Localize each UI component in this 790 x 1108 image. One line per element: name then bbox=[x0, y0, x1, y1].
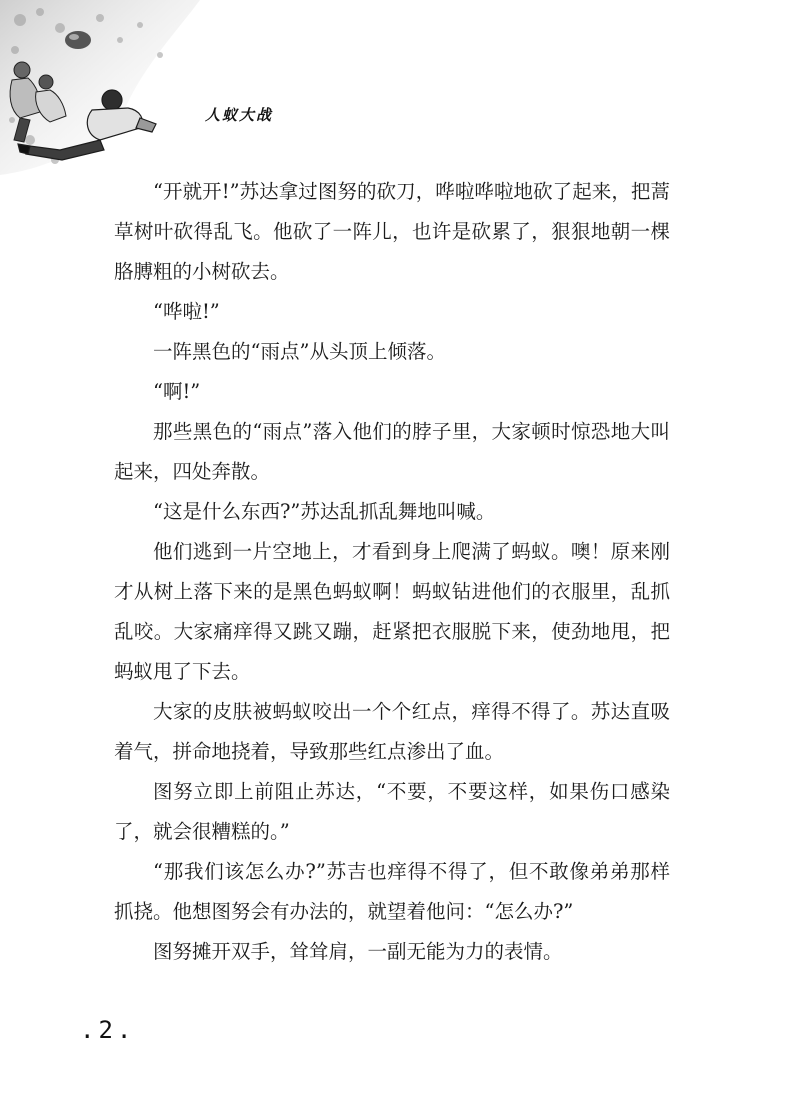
paragraph: “那我们该怎么办?”苏吉也痒得不得了，但不敢像弟弟那样抓挠。他想图努会有办法的，就望着他问：“怎么办?” bbox=[114, 860, 670, 923]
paragraph: 图努立即上前阻止苏达，“不要，不要这样，如果伤口感染了，就会很糟糕的。” bbox=[114, 780, 670, 843]
paragraph: 大家的皮肤被蚂蚁咬出一个个红点，痒得不得了。苏达直吸着气，拼命地挠着，导致那些红点渗出了血。 bbox=[114, 700, 670, 763]
paragraph: “这是什么东西?”苏达乱抓乱舞地叫喊。 bbox=[153, 500, 496, 523]
paragraph: 他们逃到一片空地上，才看到身上爬满了蚂蚁。噢！原来刚才从树上落下来的是黑色蚂蚁啊！蚂蚁钻进他们的衣服里，乱抓乱咬。大家痛痒得又跳又蹦，赶紧把衣服脱下来，使劲地甩，把蚂蚁甩了下去。 bbox=[114, 540, 670, 683]
story-body bbox=[114, 172, 670, 972]
header-illustration bbox=[0, 0, 300, 180]
running-header-title: 人蚁大战 bbox=[205, 106, 274, 124]
page-number: .2. bbox=[80, 1016, 136, 1044]
paragraph: “哗啦!” bbox=[153, 300, 220, 323]
paragraph: 图努摊开双手，耸耸肩，一副无能为力的表情。 bbox=[153, 940, 563, 963]
paragraph: 那些黑色的“雨点”落入他们的脖子里，大家顿时惊恐地大叫起来，四处奔散。 bbox=[114, 420, 670, 483]
flying-rock-icon bbox=[65, 31, 91, 49]
paragraph: 一阵黑色的“雨点”从头顶上倾落。 bbox=[153, 340, 446, 363]
paragraph: “啊!” bbox=[153, 380, 201, 403]
paragraph: “开就开!”苏达拿过图努的砍刀，哗啦哗啦地砍了起来，把蒿草树叶砍得乱飞。他砍了一阵儿，也许是砍累了，狠狠地朝一棵胳膊粗的小树砍去。 bbox=[114, 180, 670, 283]
